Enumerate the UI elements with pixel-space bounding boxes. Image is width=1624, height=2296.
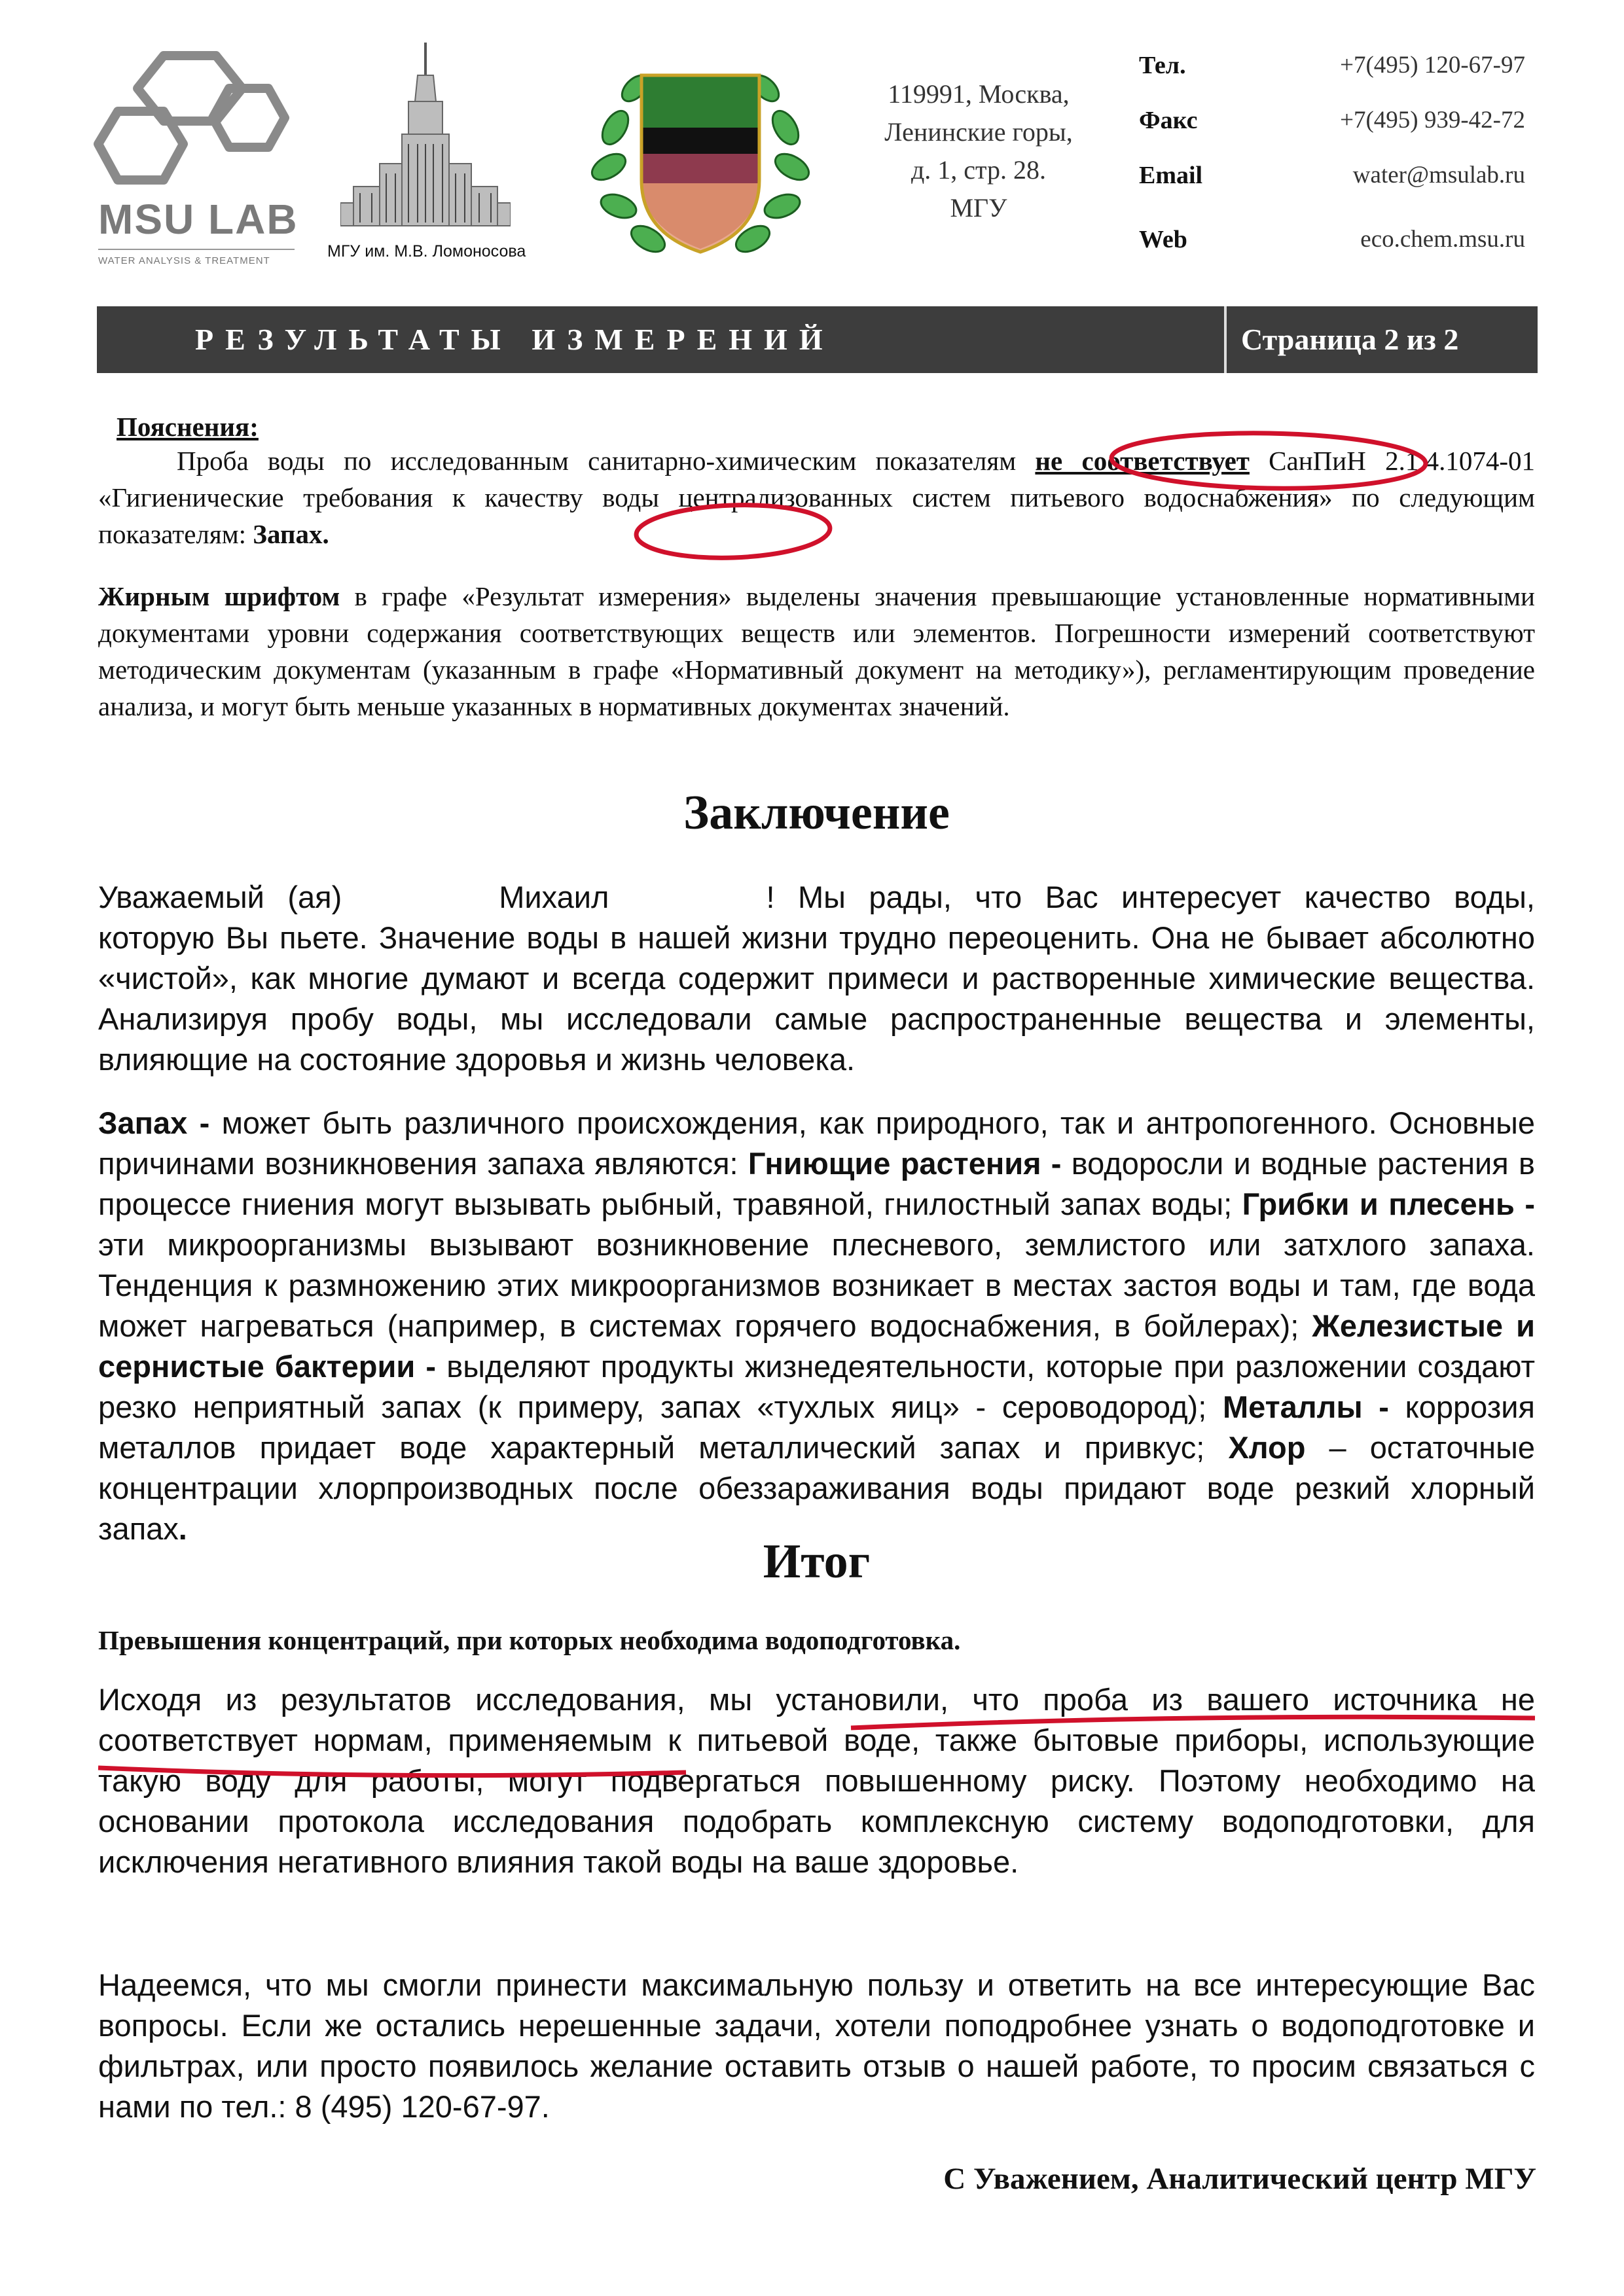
mgu-building-icon: [340, 39, 511, 229]
term-rotting-plants: Гниющие растения -: [748, 1146, 1072, 1181]
address-line: Ленинские горы,: [884, 117, 1073, 147]
notes-paragraph-2: [98, 578, 1535, 725]
greeting-text-2: ! Мы рады, что Вас интересует качество воды, которую Вы пьете. Значение воды в нашей жизни трудно переоценить. Она не бывает абсолютно «чистой», как многие думают и всегда содержит примеси и растворенные химические вещества. Анализируя пробу воды, мы исследовали самые распространенные вещества и элементы, влияющие на состояние здоровья и жизнь человека.: [98, 880, 1535, 1077]
odor-term: Запах -: [98, 1105, 222, 1140]
address-line: д. 1, стр. 28.: [911, 155, 1047, 185]
summary-heading: Итог: [763, 1535, 871, 1588]
notes-p2-bold: Жирным шрифтом: [98, 581, 340, 611]
closing-paragraph: Надеемся, что мы смогли принести максимальную пользу и ответить на все интересующие Вас вопросы. Если же остались нерешенные задачи, хотели поподробнее узнать о водоподготовке и фильтрах, или просто появилось желание оставить отзыв о нашей работе, то просим связаться с нами по тел.: 8 (495) 120-67-97.: [98, 1967, 1535, 2124]
term-fungi: Грибки и плесень -: [1242, 1187, 1535, 1221]
summary-text-2: , также бытовые приборы, использующие такую воду для работы, могут подвергаться повышенному риску. Поэтому необходимо на основании протокола исследования подобрать комплексную систему водоподготовки, для исключения негативного влияния такой воды на ваше здоровье.: [98, 1723, 1535, 1879]
notes-p1-text-2: СанПиН 2.1.4.1074-01 «Гигиенические требования к качеству воды централизованных систем питьевого водоснабжения» по следующим показателям:: [98, 446, 1535, 549]
metals-text: коррозия металлов придает воде характерный металлический запах и привкус;: [98, 1390, 1535, 1465]
contact-web-link[interactable]: eco.chem.msu.ru: [1360, 226, 1525, 253]
rotting-plants-text: водоросли и водные растения в процессе гниения могут вызывать рыбный, травяной, гнилостный запах воды;: [98, 1146, 1535, 1221]
notes-paragraph-1: [98, 442, 1535, 552]
contact-phone[interactable]: +7(495) 120-67-97: [1340, 52, 1525, 79]
odor-text: может быть различного происхождения, как природного, так и антропогенного. Основные причинами возникновения запаха являются:: [98, 1105, 1535, 1181]
summary-subheading: Превышения концентраций, при которых необходима водоподготовка.: [98, 1625, 961, 1655]
summary-text: Исходя из результатов исследования, мы установили,: [98, 1682, 973, 1717]
address-line: 119991, Москва,: [888, 79, 1070, 109]
chlorine-text: – остаточные концентрации хлорпроизводных после обеззараживания воды придают воде резкий хлорный запах: [98, 1430, 1535, 1546]
contact-labels: [1139, 51, 1202, 280]
university-caption: МГУ им. М.В. Ломоносова: [327, 242, 526, 260]
conclusion-heading: Заключение: [683, 786, 950, 840]
msu-lab-logo: [92, 39, 298, 268]
page-title: РЕЗУЛЬТАТЫ ИЗМЕРЕНИЙ: [195, 323, 835, 356]
coat-of-arms-icon: [589, 49, 812, 259]
notes-p1-odor: Запах.: [253, 519, 329, 549]
page-number: Страница 2 из 2: [1241, 323, 1459, 356]
fungi-text: эти микроорганизмы вызывают возникновение плесневого, землистого или затхлого запаха. Тенденция к размножению этих микроорганизмов возникает в местах застоя воды и там, где вода может нагреваться (например, в системах горячего водоснабжения, в бойлерах);: [98, 1227, 1535, 1343]
contact-label-web: Web: [1139, 226, 1187, 253]
contact-values: [1244, 51, 1525, 280]
hexagon-logo-icon: [92, 39, 295, 196]
summary-paragraph: [98, 1679, 1535, 1882]
greeting-text: Уважаемый (ая): [98, 880, 342, 914]
conclusion-greeting: [98, 877, 1535, 1080]
chlorine-end: .: [178, 1511, 187, 1546]
contact-fax: +7(495) 939-42-72: [1340, 107, 1525, 134]
notes-p1-text: Проба воды по исследованным санитарно-химическим показателям: [177, 446, 1036, 476]
contact-label-phone: Тел.: [1139, 52, 1186, 79]
title-divider: [1224, 306, 1227, 373]
contact-label-fax: Факс: [1139, 107, 1198, 134]
signature: С Уважением, Аналитический центр МГУ: [943, 2162, 1536, 2196]
contact-label-email: Email: [1139, 162, 1203, 189]
term-metals: Металлы -: [1222, 1390, 1405, 1424]
notes-p2-text: в графе «Результат измерения» выделены значения превышающие установленные нормативными документами уровни содержания соответствующих веществ или элементов. Погрешности измерений соответствуют методическим документам (указанным в графе «Нормативный документ на методику»), регламентирующим проведение анализа, и могут быть меньше указанных в нормативных документах значений.: [98, 581, 1535, 721]
address-line: МГУ: [950, 193, 1007, 223]
contact-email-link[interactable]: water@msulab.ru: [1352, 162, 1525, 188]
coat-of-arms: [589, 49, 812, 259]
mgu-building-logo: [340, 39, 511, 229]
logo-brand: MSU LAB: [98, 196, 298, 243]
logo-tagline: WATER ANALYSIS & TREATMENT: [98, 249, 295, 266]
notes-heading: Пояснения:: [117, 412, 259, 442]
term-bacteria: Железистые и сернистые бактерии -: [98, 1308, 1535, 1384]
notes-p1-not-compliant: не соответствует: [1035, 446, 1250, 476]
term-chlorine: Хлор: [1228, 1430, 1306, 1465]
address-block: [867, 75, 1090, 227]
title-bar: [97, 306, 1538, 373]
greeting-name: Михаил: [499, 880, 609, 914]
odor-paragraph: [98, 1103, 1535, 1549]
bacteria-text: выделяют продукты жизнедеятельности, которые при разложении создают резко неприятный запах (к примеру, запах «тухлых яиц» - сероводород);: [98, 1349, 1536, 1424]
summary-key-finding: что проба из вашего источника не соответствует нормам, применяемым к питьевой воде: [98, 1682, 1535, 1757]
